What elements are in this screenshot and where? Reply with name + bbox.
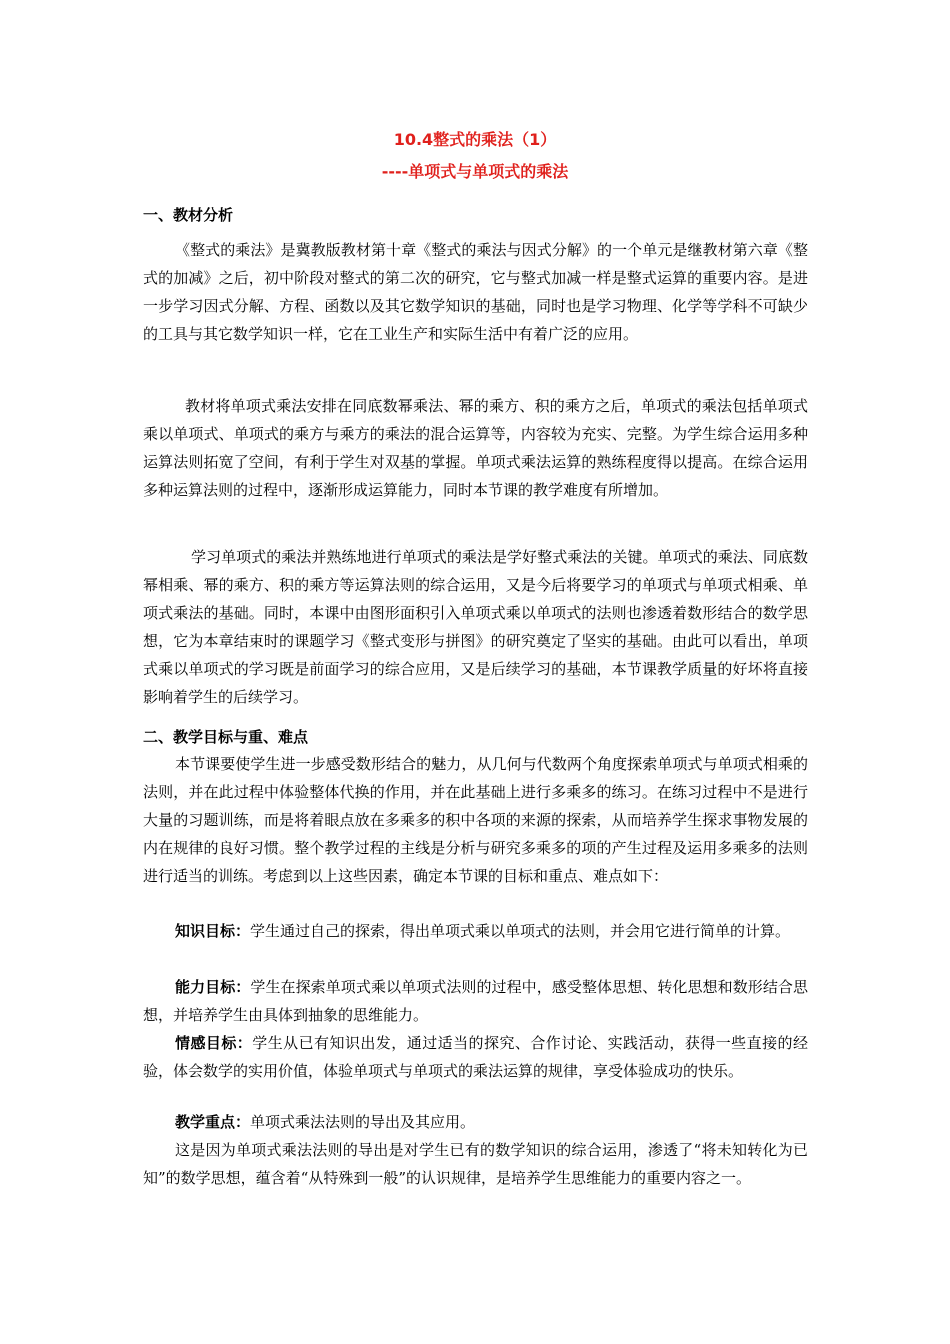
knowledge-objective-label: 知识目标： bbox=[175, 922, 251, 940]
teaching-key-point-label: 教学重点： bbox=[175, 1113, 251, 1131]
ability-objective-label: 能力目标： bbox=[175, 978, 251, 996]
ability-objective-text: 学生在探索单项式乘以单项式法则的过程中，感受整体思想、转化思想和数形结合思想，并培养学生由具体到抽象的思维能力。 bbox=[143, 978, 808, 1024]
document-title: 10.4整式的乘法（1） bbox=[393, 130, 557, 149]
ability-objective bbox=[143, 973, 808, 1029]
paragraph-analysis-3: 学习单项式的乘法并熟练地进行单项式的乘法是学好整式乘法的关键。单项式的乘法、同底数幂相乘、幂的乘方、积的乘方等运算法则的综合运用，又是今后将要学习的单项式与单项式相乘、单项式乘法的基础。同时，本课中由图形面积引入单项式乘以单项式的法则也渗透着数形结合的数学思想，它为本章结束时的课题学习《整式变形与拼图》的研究奠定了坚实的基础。由此可以看出，单项式乘以单项式的学习既是前面学习的综合应用，又是后续学习的基础，本节课教学质量的好坏将直接影响着学生的后续学习。 bbox=[143, 548, 808, 706]
section-heading-analysis: 一、教材分析 bbox=[143, 206, 234, 224]
knowledge-objective bbox=[143, 917, 808, 945]
paragraph-key-point-reason: 这是因为单项式乘法法则的导出是对学生已有的数学知识的综合运用，渗透了“将未知转化为已知”的数学思想，蕴含着“从特殊到一般”的认识规律，是培养学生思维能力的重要内容之一。 bbox=[143, 1141, 808, 1187]
paragraph-analysis-2: 教材将单项式乘法安排在同底数幂乘法、幂的乘方、积的乘方之后，单项式的乘法包括单项式乘以单项式、单项式的乘方与乘方的乘法的混合运算等，内容较为充实、完整。为学生综合运用多种运算法则拓宽了空间，有利于学生对双基的掌握。单项式乘法运算的熟练程度得以提高。在综合运用多种运算法则的过程中，逐渐形成运算能力，同时本节课的教学难度有所增加。 bbox=[143, 397, 808, 499]
teaching-key-point bbox=[143, 1108, 808, 1136]
paragraph-objectives-intro: 本节课要使学生进一步感受数形结合的魅力，从几何与代数两个角度探索单项式与单项式相乘的法则，并在此过程中体验整体代换的作用，并在此基础上进行多乘多的练习。在练习过程中不是进行大量的习题训练，而是将着眼点放在多乘多的积中各项的来源的探索，从而培养学生探求事物发展的内在规律的良好习惯。整个教学过程的主线是分析与研究多乘多的项的产生过程及运用多乘多的法则进行适当的训练。考虑到以上这些因素，确定本节课的目标和重点、难点如下： bbox=[143, 755, 808, 885]
emotion-objective bbox=[143, 1029, 808, 1085]
paragraph-analysis-1: 《整式的乘法》是冀教版教材第十章《整式的乘法与因式分解》的一个单元是继教材第六章《整式的加减》之后，初中阶段对整式的第二次的研究，它与整式加减一样是整式运算的重要内容。是进一步学习因式分解、方程、函数以及其它数学知识的基础，同时也是学习物理、化学等学科不可缺少的工具与其它数学知识一样，它在工业生产和实际生活中有着广泛的应用。 bbox=[143, 241, 808, 343]
section-heading-objectives: 二、教学目标与重、难点 bbox=[143, 728, 309, 746]
emotion-objective-text: 学生从已有知识出发，通过适当的探究、合作讨论、实践活动，获得一些直接的经验，体会数学的实用价值，体验单项式与单项式的乘法运算的规律，享受体验成功的快乐。 bbox=[143, 1034, 808, 1080]
teaching-key-point-text: 单项式乘法法则的导出及其应用。 bbox=[250, 1113, 476, 1131]
document-subtitle: ----单项式与单项式的乘法 bbox=[381, 162, 569, 181]
emotion-objective-label: 情感目标： bbox=[175, 1034, 253, 1052]
knowledge-objective-text: 学生通过自己的探索，得出单项式乘以单项式的法则，并会用它进行简单的计算。 bbox=[250, 922, 791, 940]
